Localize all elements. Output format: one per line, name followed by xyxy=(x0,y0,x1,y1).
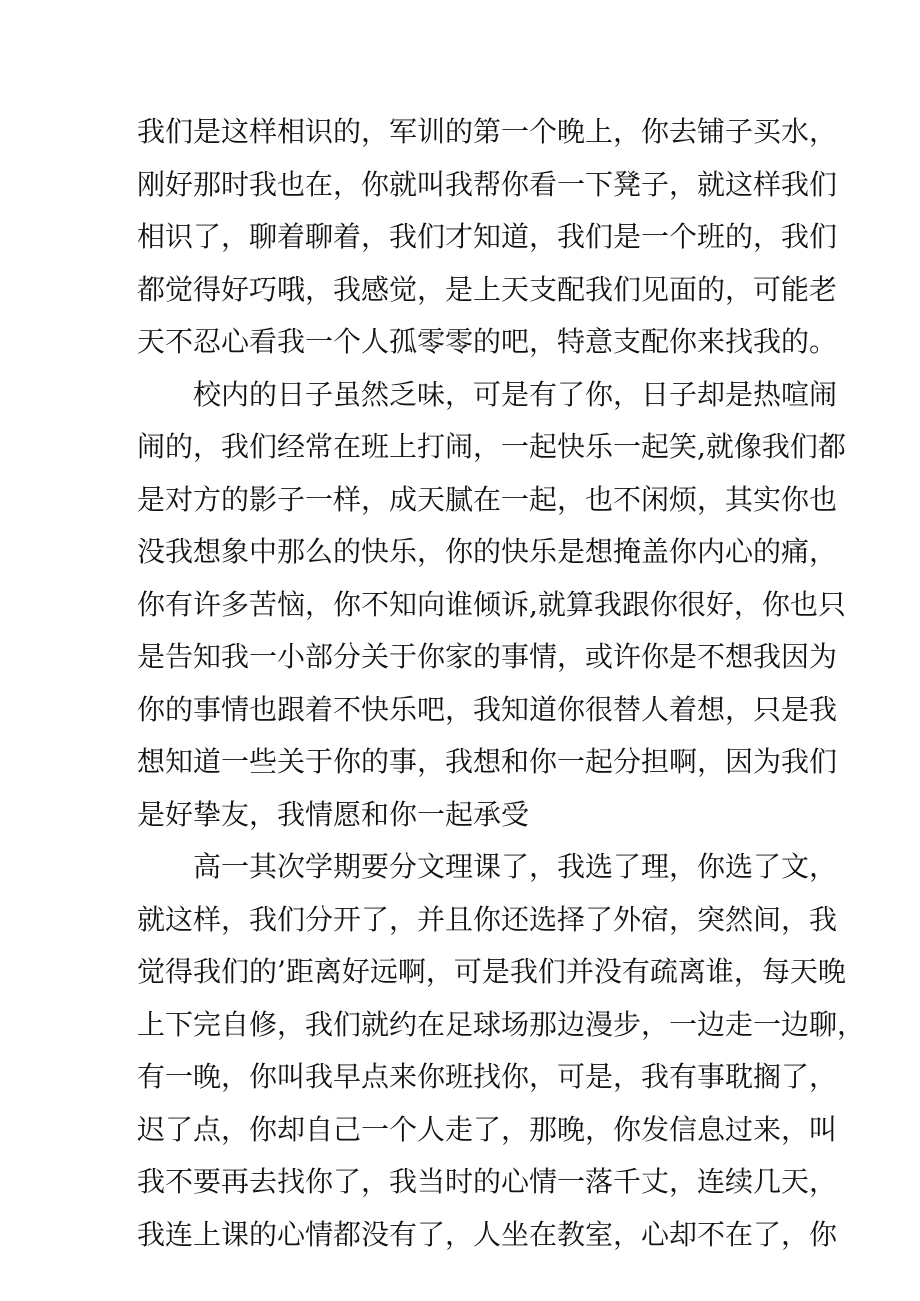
paragraph-3-line-4: 上下完自修，我们就约在足球场那边漫步，一边走一边聊， xyxy=(137,1007,866,1041)
paragraph-2-line-5: 你有许多苦恼，你不知向谁倾诉,就算我跟你很好，你也只 xyxy=(137,587,846,621)
paragraph-3-line-3: 觉得我们的’距离好远啊，可是我们并没有疏离谁，每天晚 xyxy=(137,955,846,988)
paragraph-2-line-7: 你的事情也跟着不快乐吧，我知道你很替人着想，只是我 xyxy=(137,692,838,726)
paragraph-2-line-1: 校内的日子虽然乏味，可是有了你，日子却是热喧闹 xyxy=(193,377,838,411)
paragraph-1-line-5: 天不忍心看我一个人孤零零的吧，特意支配你来找我的。 xyxy=(137,325,838,358)
paragraph-2-line-4: 没我想象中那么的快乐，你的快乐是想掩盖你内心的痛， xyxy=(137,535,838,568)
paragraph-2-line-6: 是告知我一小部分关于你家的事情，或许你是不想我因为 xyxy=(137,640,838,673)
paragraph-3-line-2: 就这样，我们分开了，并且你还选择了外宿，突然间，我 xyxy=(137,902,838,936)
paragraph-2-line-8: 想知道一些关于你的事，我想和你一起分担啊，因为我们 xyxy=(137,745,838,778)
paragraph-3-line-1: 高一其次学期要分文理课了，我选了理，你选了文， xyxy=(193,850,838,883)
paragraph-1-line-3: 相识了，聊着聊着，我们才知道，我们是一个班的，我们 xyxy=(137,220,838,253)
paragraph-2-line-3: 是对方的影子一样，成天腻在一起，也不闲烦，其实你也 xyxy=(137,482,838,516)
paragraph-3-line-8: 我连上课的心情都没有了，人坐在教室，心却不在了，你 xyxy=(137,1217,838,1251)
paragraph-3-line-6: 迟了点，你却自己一个人走了，那晚，你发信息过来，叫 xyxy=(137,1112,838,1146)
paragraph-2-line-9: 是好挚友，我情愿和你一起承受 xyxy=(137,797,530,831)
paragraph-3-line-5: 有一晚，你叫我早点来你班找你，可是，我有事耽搁了， xyxy=(137,1060,838,1093)
paragraph-3-line-7: 我不要再去找你了，我当时的心情一落千丈，连续几天， xyxy=(137,1165,838,1198)
paragraph-1-line-1: 我们是这样相识的，军训的第一个晚上，你去铺子买水， xyxy=(137,115,838,148)
document-body xyxy=(137,106,866,1261)
paragraph-2-line-2: 闹的，我们经常在班上打闹，一起快乐一起笑,就像我们都 xyxy=(137,430,846,463)
paragraph-1-line-2: 刚好那时我也在，你就叫我帮你看一下凳子，就这样我们 xyxy=(137,167,838,201)
paragraph-1-line-4: 都觉得好巧哦，我感觉，是上天支配我们见面的，可能老 xyxy=(137,272,838,306)
